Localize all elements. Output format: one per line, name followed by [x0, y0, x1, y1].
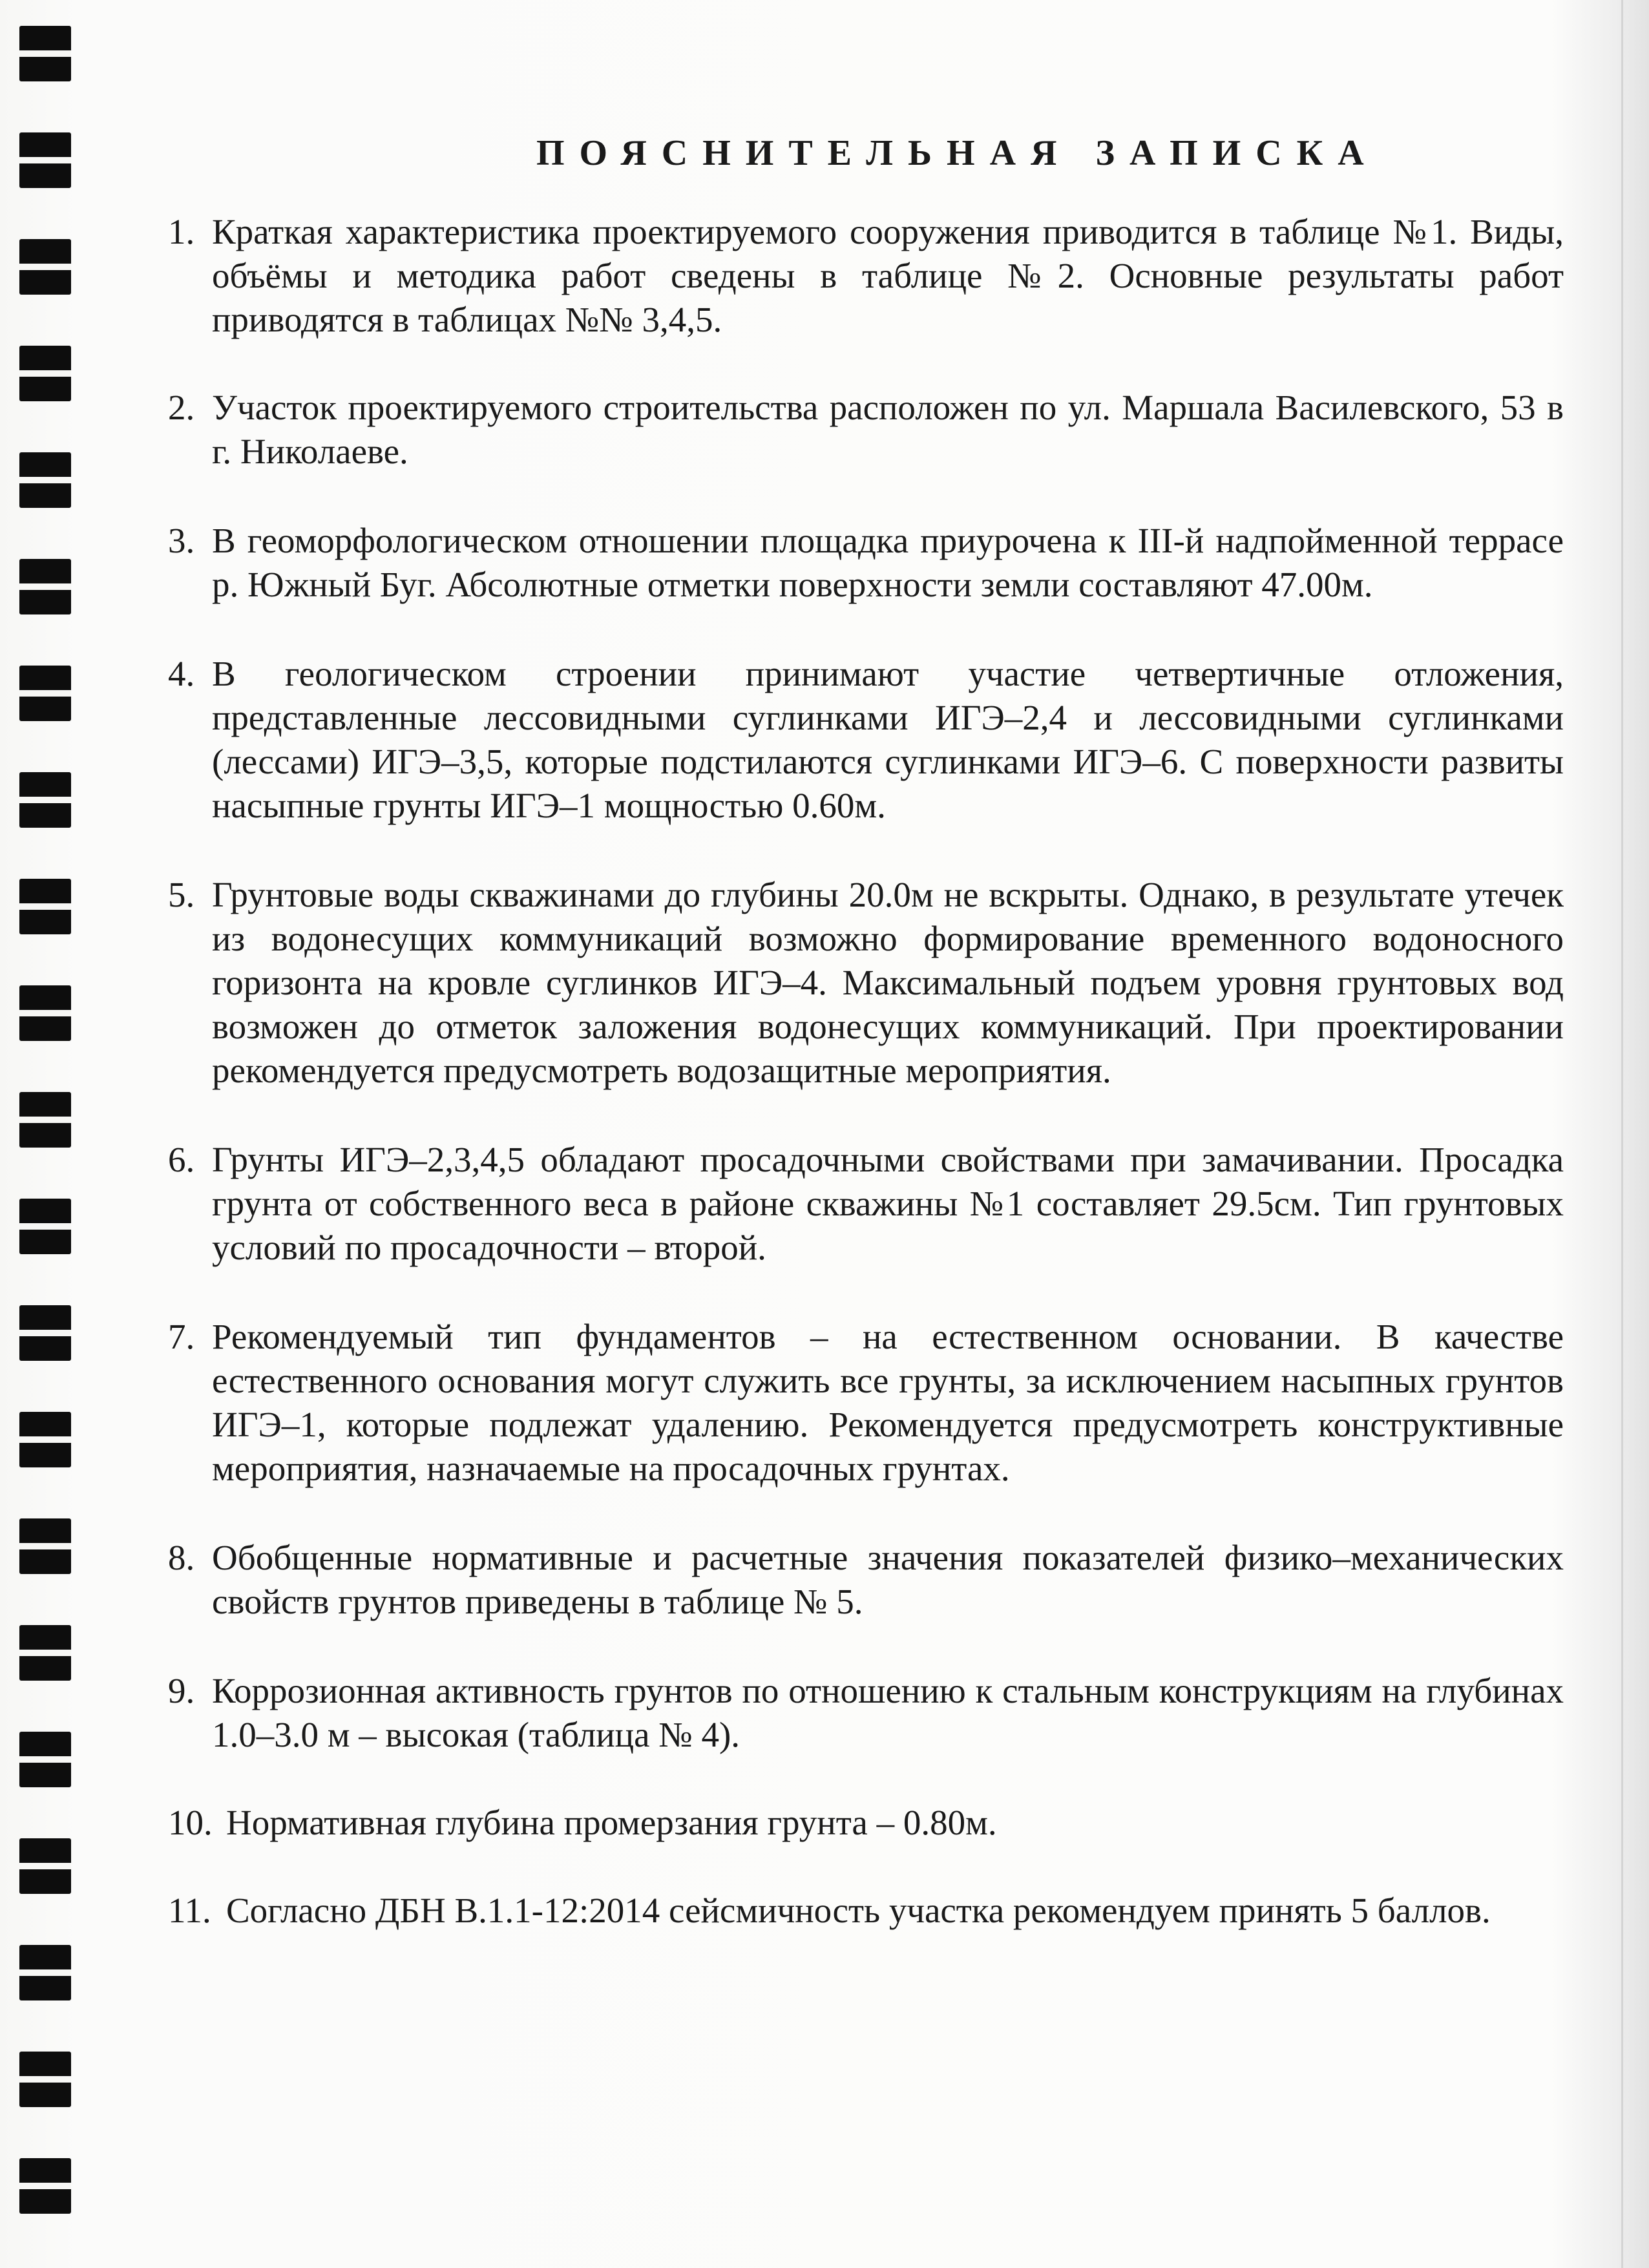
binding-hole — [19, 1199, 71, 1254]
item-text: В геоморфологическом отношении площадка приурочена к III-й надпойменной террасе р. Южный Буг. Абсолютные отметки поверхности земли составляют 47.00м. — [212, 521, 1564, 604]
item-number: 2. — [168, 388, 195, 427]
binding-hole — [19, 1838, 71, 1894]
binding-hole — [19, 879, 71, 934]
list-item — [168, 652, 1564, 828]
binding-hole — [19, 772, 71, 828]
item-text: Грунты ИГЭ–2,3,4,5 обладают просадочными свойствами при замачивании. Просадка грунта от собственного веса в районе скважины №1 составляет 29.5см. Тип грунтовых условий по просадочности – второй. — [212, 1140, 1564, 1267]
numbered-list — [168, 210, 1564, 1933]
list-item — [168, 519, 1564, 607]
item-text: Участок проектируемого строительства расположен по ул. Маршала Василевского, 53 в г. Николаеве. — [212, 388, 1564, 471]
item-text: Рекомендуемый тип фундаментов – на естественном основании. В качестве естественного основания могут служить все грунты, за исключением насыпных грунтов ИГЭ–1, которые подлежат удалению. Рекомендуется предусмотреть конструктивные мероприятия, назначаемые на просадочных грунтах. — [212, 1317, 1564, 1488]
item-text: Нормативная глубина промерзания грунта – 0.80м. — [226, 1803, 997, 1842]
binding-hole — [19, 1305, 71, 1361]
binding-hole — [19, 2158, 71, 2214]
item-number: 4. — [168, 654, 195, 693]
item-text: Коррозионная активность грунтов по отношению к стальным конструкциям на глубинах 1.0–3.0 м – высокая (таблица № 4). — [212, 1671, 1564, 1754]
document-title: ПОЯСНИТЕЛЬНАЯ ЗАПИСКА — [536, 133, 1379, 173]
list-item — [168, 386, 1564, 474]
item-number: 11. — [168, 1891, 211, 1930]
binding-hole — [19, 1625, 71, 1681]
binding-hole — [19, 1945, 71, 2000]
item-number: 7. — [168, 1317, 195, 1356]
list-item — [168, 210, 1564, 342]
binding-hole — [19, 132, 71, 188]
item-number: 5. — [168, 875, 195, 914]
binding-hole — [19, 452, 71, 508]
binding-hole — [19, 1092, 71, 1148]
binding-hole — [19, 26, 71, 81]
binding-hole — [19, 1412, 71, 1467]
list-item — [168, 873, 1564, 1093]
item-number: 8. — [168, 1538, 195, 1577]
item-text: Грунтовые воды скважинами до глубины 20.0м не вскрыты. Однако, в результате утечек из водонесущих коммуникаций возможно формирование временного водоносного горизонта на кровле суглинков ИГЭ–4. Максимальный подъем уровня грунтовых вод возможен до отметок заложения водонесущих коммуникаций. При проектировании рекомендуется предусмотреть водозащитные мероприятия. — [212, 875, 1564, 1090]
item-number: 10. — [168, 1803, 213, 1842]
binding-hole — [19, 2052, 71, 2107]
item-text: Обобщенные нормативные и расчетные значения показателей физико–механических свойств грунтов приведены в таблице № 5. — [212, 1538, 1564, 1621]
binding-hole — [19, 559, 71, 614]
list-item — [168, 1801, 1564, 1845]
binding-hole — [19, 346, 71, 401]
list-item — [168, 1889, 1564, 1933]
item-number: 3. — [168, 521, 195, 560]
binding-hole — [19, 1518, 71, 1574]
list-item — [168, 1138, 1564, 1270]
comb-binding — [19, 26, 71, 2268]
page-edge-shadow — [1621, 0, 1623, 2268]
item-number: 1. — [168, 212, 195, 251]
list-item — [168, 1315, 1564, 1491]
item-text: В геологическом строении принимают участие четвертичные отложения, представленные лессовидными суглинками ИГЭ–2,4 и лессовидными суглинками (лессами) ИГЭ–3,5, которые подстилаются суглинками ИГЭ–6. С поверхности развиты насыпные грунты ИГЭ–1 мощностью 0.60м. — [212, 654, 1564, 825]
binding-hole — [19, 666, 71, 721]
binding-hole — [19, 239, 71, 295]
binding-hole — [19, 985, 71, 1041]
binding-hole — [19, 1732, 71, 1787]
list-item — [168, 1669, 1564, 1757]
list-item — [168, 1536, 1564, 1624]
item-number: 6. — [168, 1140, 195, 1179]
item-number: 9. — [168, 1671, 195, 1710]
item-text: Краткая характеристика проектируемого сооружения приводится в таблице №1. Виды, объёмы и методика работ сведены в таблице №2. Основные результаты работ приводятся в таблицах №№ 3,4,5. — [212, 212, 1564, 339]
item-text: Согласно ДБН В.1.1-12:2014 сейсмичность участка рекомендуем принять 5 баллов. — [226, 1891, 1491, 1930]
